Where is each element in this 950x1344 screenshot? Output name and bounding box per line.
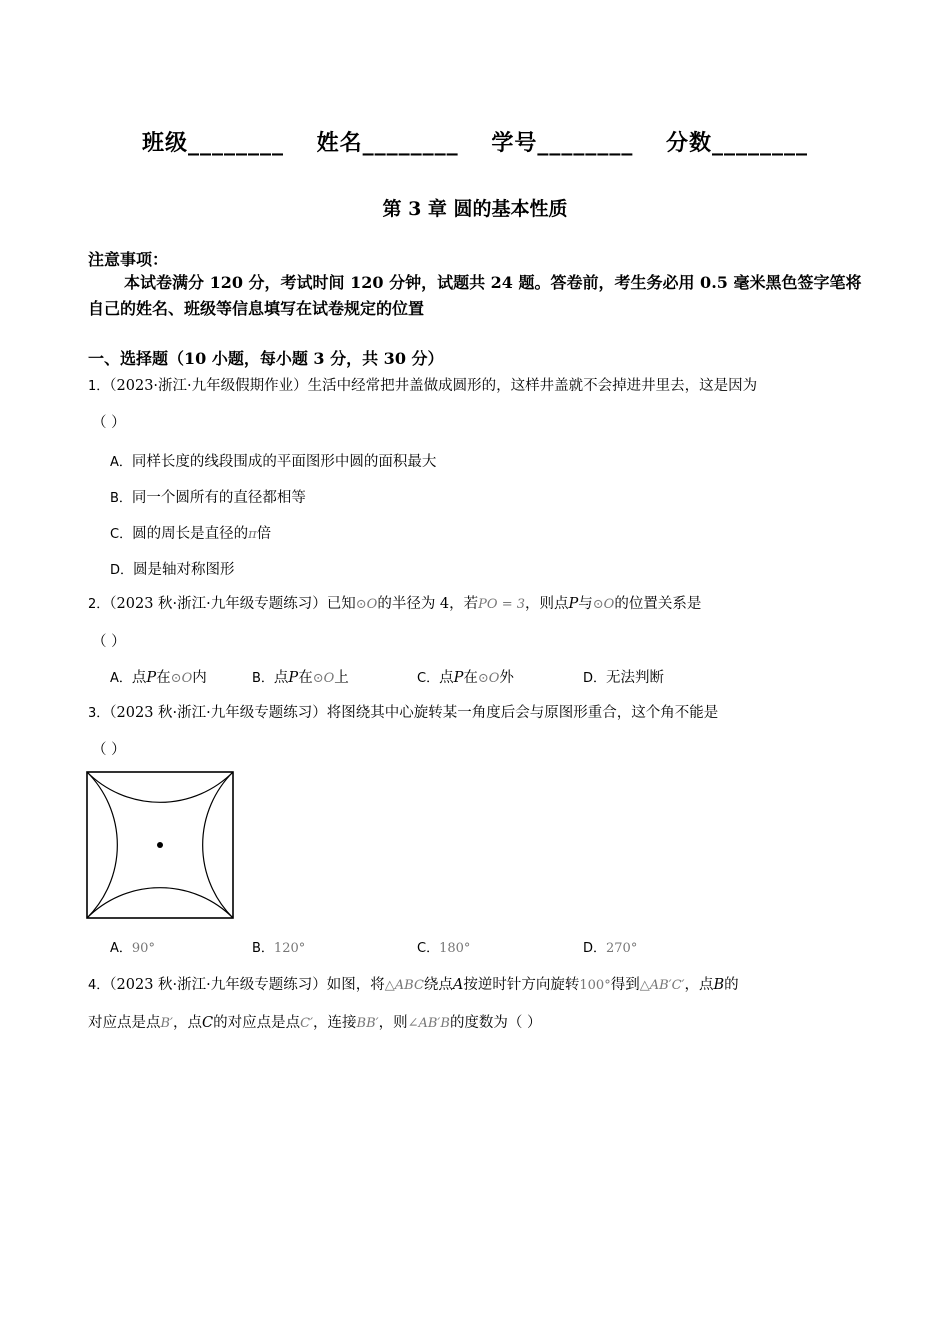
student-info-line <box>0 126 950 157</box>
question-3-option-b: B．120° <box>252 941 306 956</box>
question-2-option-d: D．无法判断 <box>583 670 665 686</box>
question-3-option-d: D．270° <box>583 941 638 956</box>
question-2-blank: （ ） <box>92 634 126 650</box>
question-1-option-b: B．同一个圆所有的直径都相等 <box>110 490 306 506</box>
chapter-title: 第 3 章 圆的基本性质 <box>382 198 568 220</box>
center-point <box>157 842 163 848</box>
question-2-option-c: C．点P在⊙O外 <box>417 670 514 686</box>
question-1-line1 <box>88 374 757 399</box>
question-1-option-c: C．圆的周长是直径的π倍 <box>110 526 272 542</box>
question-2-line1: 2．（2023 秋·浙江·九年级专题练习）已知⊙O的半径为 4，若PO = 3，则点P与⊙O的位置关系是 <box>88 596 702 612</box>
question-text: （2023·浙江·九年级假期作业）生活中经常把井盖做成圆形的，这样井盖就不会掉进井里去，这是因为 <box>109 378 758 394</box>
question-number: 1． <box>88 379 110 394</box>
question-1-option-a: A．同样长度的线段围成的平面图形中圆的面积最大 <box>110 454 437 470</box>
question-1-blank: （ ） <box>92 415 126 431</box>
student-id-field: 学号________ <box>491 130 634 156</box>
rotation-figure <box>86 771 236 925</box>
question-2-option-a: A．点P在⊙O内 <box>110 670 207 686</box>
question-3-option-c: C．180° <box>417 941 471 956</box>
question-4-line2: 对应点是点B′，点C的对应点是点C′，连接BB′，则∠AB′B的度数为（ ） <box>88 1015 542 1031</box>
notice-body: 本试卷满分 120 分，考试时间 120 分钟，试题共 24 题。答卷前，考生务必用 0.5 毫米黑色签字笔将自己的姓名、班级等信息填写在试卷规定的位置 <box>88 273 862 318</box>
score-field: 分数________ <box>666 130 809 156</box>
class-field: 班级________ <box>141 130 284 156</box>
square-with-arcs-diagram <box>86 771 236 921</box>
question-1-option-d: D．圆是轴对称图形 <box>110 562 235 578</box>
question-3-blank: （ ） <box>92 742 126 758</box>
question-3-line1: 3．（2023 秋·浙江·九年级专题练习）将图绕其中心旋转某一角度后会与原图形重合，这个角不能是 <box>88 705 719 721</box>
section-title: 一、选择题（10 小题，每小题 3 分，共 30 分） <box>88 349 444 368</box>
name-field: 姓名________ <box>316 130 459 156</box>
question-3-option-a: A．90° <box>110 941 155 956</box>
question-4-line1: 4．（2023 秋·浙江·九年级专题练习）如图，将△ABC绕点A按逆时针方向旋转100°得到△AB′C′，点B的 <box>88 977 739 993</box>
question-2-option-b: B．点P在⊙O上 <box>252 670 349 686</box>
notice-label: 注意事项： <box>88 250 169 269</box>
